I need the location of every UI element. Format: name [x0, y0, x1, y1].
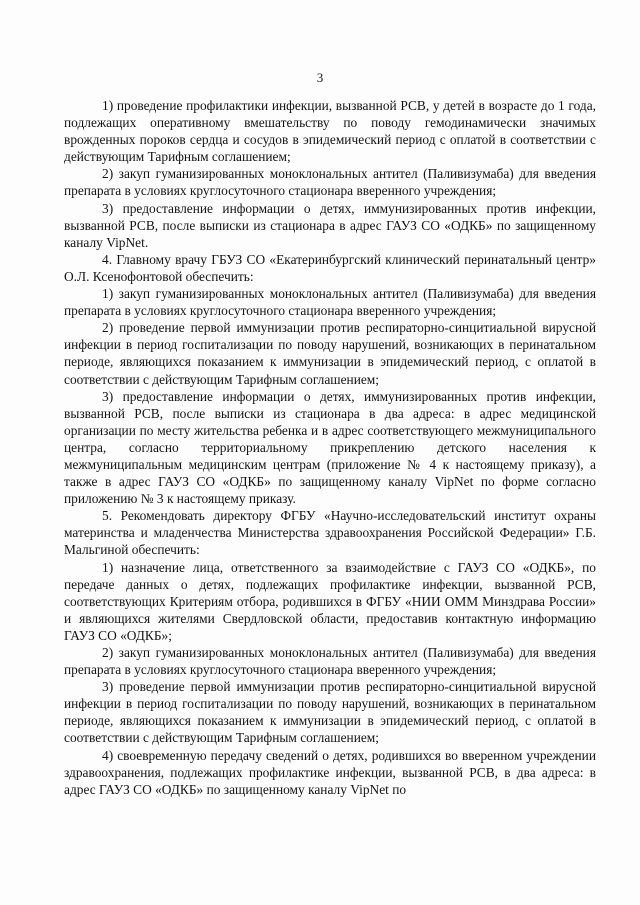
paragraph-item-2: 2) закуп гуманизированных моноклональных антител (Паливизумаба) для введения препарата в условиях круглосуточного стационара вверенного учреждения;: [64, 166, 596, 199]
paragraph-section-5-item-1: 1) назначение лица, ответственного за взаимодействие с ГАУЗ СО «ОДКБ», по передаче данных о детях, подлежащих профилактике инфекции, вызванной РСВ, соответствующих Критериям отбора, родившихся в ФГБУ «НИИ ОММ Минздрава России» и являющихся жителями Свердловской области, предоставив контактную информацию ГАУЗ СО «ОДКБ»;: [64, 559, 596, 643]
paragraph-item-1: 1) проведение профилактики инфекции, вызванной РСВ, у детей в возрасте до 1 года, подлежащих оперативному вмешательству по поводу гемодинамически значимых врожденных пороков сердца и сосудов в эпидемический период с оплатой в соответствии с действующим Тарифным соглашением;: [64, 98, 596, 165]
paragraph-section-4-item-1: 1) закуп гуманизированных моноклональных антител (Паливизумаба) для введения препарата в условиях круглосуточного стационара вверенного учреждения;: [64, 286, 596, 319]
document-body: [64, 97, 596, 798]
paragraph-section-5-item-4: 4) своевременную передачу сведений о детях, родившихся во вверенном учреждении здравоохранения, подлежащих профилактике инфекции, вызванной РСВ, в два адреса: в адрес ГАУЗ СО «ОДКБ» по защищенному каналу VipNet по: [64, 747, 596, 797]
paragraph-section-4: 4. Главному врачу ГБУЗ СО «Екатеринбургский клинический перинатальный центр» О.Л. Ксенофонтовой обеспечить:: [64, 251, 596, 284]
paragraph-section-4-item-2: 2) проведение первой иммунизации против респираторно-синцитиальной вирусной инфекции в период госпитализации по поводу нарушений, возникающих в перинатальном периоде, являющихся показанием к иммунизации в эпидемический период, с оплатой в соответствии с действующим Тарифным соглашением;: [64, 320, 596, 387]
paragraph-section-5-item-3: 3) проведение первой иммунизации против респираторно-синцитиальной вирусной инфекции в период госпитализации по поводу нарушений, возникающих в перинатальном периоде, являющихся показанием к иммунизации в эпидемический период, с оплатой в соответствии с действующим Тарифным соглашением;: [64, 679, 596, 746]
paragraph-item-3: 3) предоставление информации о детях, иммунизированных против инфекции, вызванной РСВ, после выписки из стационара в адрес ГАУЗ СО «ОДКБ» по защищенному каналу VipNet.: [64, 200, 596, 250]
paragraph-section-4-item-3: 3) предоставление информации о детях, иммунизированных против инфекции, вызванной РСВ, после выписки из стационара в два адреса: в адрес медицинской организации по месту жительства ребенка и в адрес соответствующего межмуниципального центра, согласно территориальному прикреплению детского населения к межмуниципальным медицинским центрам (приложение № 4 к настоящему приказу), а также в адрес ГАУЗ СО «ОДКБ» по защищенному каналу VipNet по форме согласно приложению № 3 к настоящему приказу.: [64, 388, 596, 507]
page-number: 3: [316, 70, 324, 85]
paragraph-section-5: 5. Рекомендовать директору ФГБУ «Научно-исследовательский институт охраны материнства и младенчества Министерства здравоохранения Российской Федерации» Г.Б. Мальгиной обеспечить:: [64, 508, 596, 558]
paragraph-section-5-item-2: 2) закуп гуманизированных моноклональных антител (Паливизумаба) для введения препарата в условиях круглосуточного стационара вверенного учреждения;: [64, 645, 596, 678]
